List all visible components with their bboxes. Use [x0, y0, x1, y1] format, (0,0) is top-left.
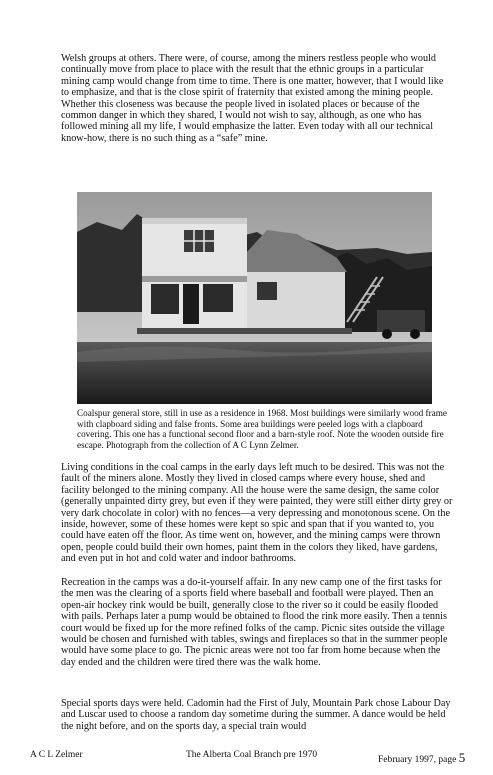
- page-number: 5: [458, 750, 466, 765]
- footer-date-page: [378, 750, 465, 766]
- body-paragraph-1: Welsh groups at others. There were, of course, among the miners restless people who would continually move from place to place with the result that the ethnic groups in a particular mining camp would change from time to time. There is one matter, however, that I would like to emphasize, and that is the close spirit of fraternity that existed among the mining people. Whether this closeness was because the people lived in isolated places or because of the common danger in which they shared, I would not wish to say, although, as one who has followed mining all my life, I would emphasize the latter. Even today with all our technical know-how, there is no such thing as a “safe” mine.: [61, 53, 444, 144]
- footer-date: February 1997, page: [378, 755, 457, 765]
- body-paragraph-3: Recreation in the camps was a do-it-yourself affair. In any new camp one of the first tasks for the men was the clearing of a sports field where baseball and football were played. Then an open-air hockey rink would be built, generally close to the river so it could be easily flooded with pails. Perhaps later a pump would be obtained to flood the rink more easily. Then a tennis court would be fixed up for the more refined folks of the camp. Picnic sites outside the village would be chosen and furnished with tables, swings and fireplaces so that in the summer people would have some place to go. The picnic areas were not too far from home because when the day ended and the children were tired there was the walk home.: [61, 577, 448, 668]
- photo-caption: Coalspur general store, still in use as a residence in 1968. Most buildings were similarly wood frame with clapboard siding and false fronts. Some area buildings were peeled logs with a clapboard covering. This one has a functional second floor and a barn-style roof. Note the wooden outside fire escape. Photograph from the collection of A C Lynn Zelmer.: [77, 408, 447, 450]
- coalspur-store-photo: [77, 192, 432, 404]
- body-paragraph-4: Special sports days were held. Cadomin had the First of July, Mountain Park chose Labour Day and Luscar used to choose a random day sometime during the summer. A dance would be held the night before, and on the sports day, a special train would: [61, 698, 451, 732]
- body-paragraph-2: Living conditions in the coal camps in the early days left much to be desired. This was not the fault of the miners alone. Mostly they lived in closed camps where every house, shed and facility belonged to the mining company. All the house were the same design, the same color (generally unpainted dirty grey, but even if they were painted, they were still either dirty grey or very dark chocolate in color) with no fences—a very depressing and monotonous scene. On the inside, however, some of these homes were kept so spic and span that if you wanted to, you could have eaten off the floor. As time went on, however, and the mining camps were thrown open, people could build their own homes, paint them in the colors they liked, have gardens, and even put in hot and cold water and indoor bathrooms.: [61, 462, 453, 565]
- footer-title: The Alberta Coal Branch pre 1970: [186, 750, 318, 760]
- footer-author: A C L Zelmer: [30, 750, 83, 760]
